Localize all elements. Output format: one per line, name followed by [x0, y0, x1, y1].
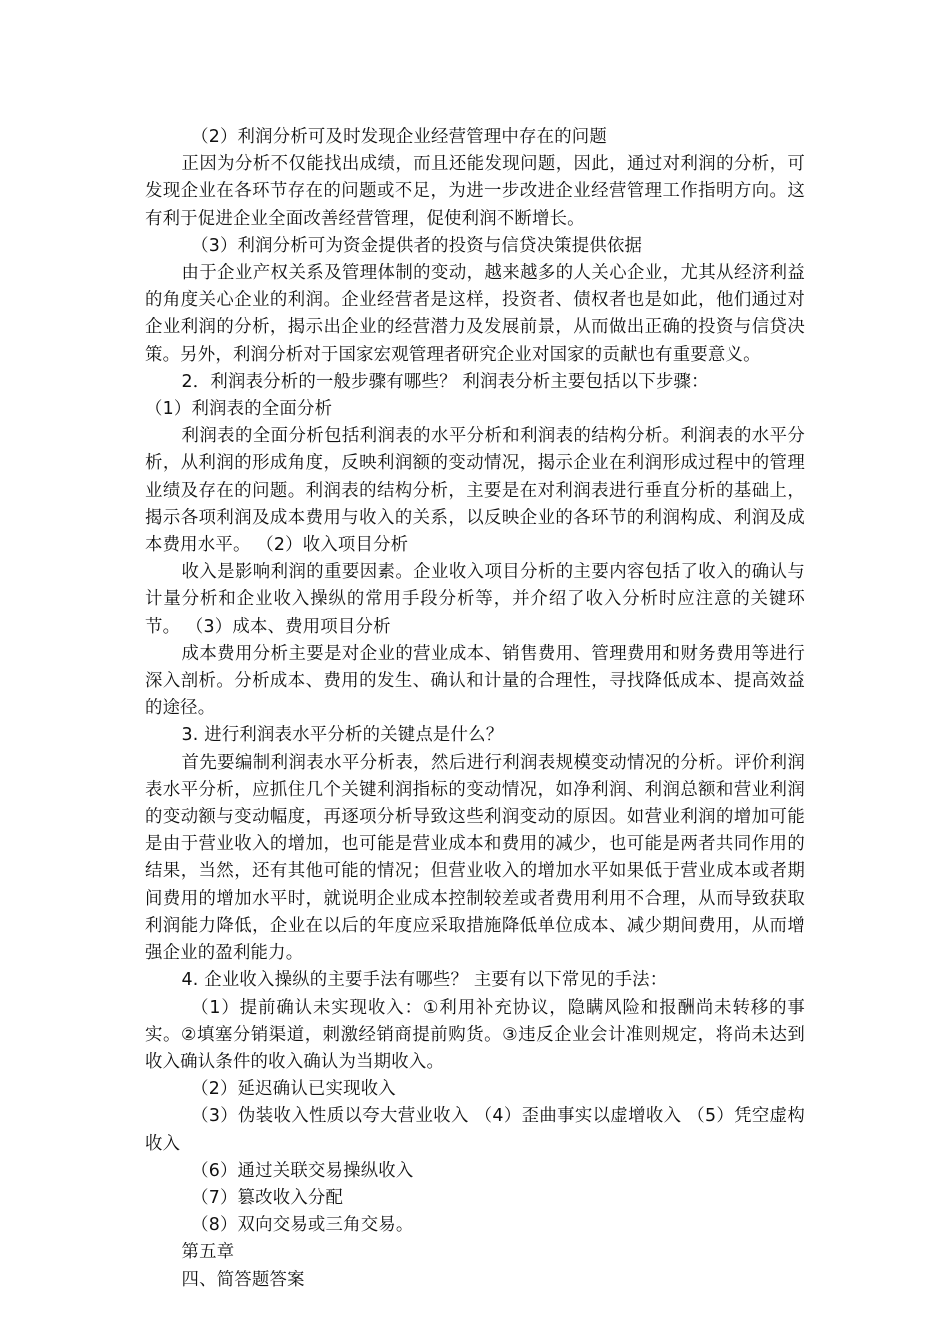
list-item: （7）篡改收入分配 — [191, 1187, 344, 1208]
list-item: （2）延迟确认已实现收入 — [191, 1079, 396, 1100]
section-heading: 四、简答题答案 — [181, 1269, 305, 1290]
question-4: 4. 企业收入操纵的主要手法有哪些？ 主要有以下常见的手法： — [181, 970, 668, 991]
list-item: （1）提前确认未实现收入：①利用补充协议，隐瞒风险和报酬尚未转移的事实。②填塞分销渠道，刺激经销商提前购货。③违反企业会计准则规定，将尚未达到收入确认条件的收入确认为当期收入。 — [145, 997, 805, 1072]
paragraph: 由于企业产权关系及管理体制的变动，越来越多的人关心企业，尤其从经济利益的角度关心企业的利润。企业经营者是这样，投资者、债权者也是如此，他们通过对企业利润的分析，揭示出企业的经营潜力及发展前景，从而做出正确的投资与信贷决策。另外，利润分析对于国家宏观管理者研究企业对国家的贡献也有重要意义。 — [145, 263, 805, 365]
subheading-profit-analysis-2: （2）利润分析可及时发现企业经营管理中存在的问题 — [191, 127, 607, 147]
question-2: 2．利润表分析的一般步骤有哪些？ 利润表分析主要包括以下步骤： — [181, 371, 709, 392]
paragraph: 首先要编制利润表水平分析表，然后进行利润表规模变动情况的分析。评价利润表水平分析，应抓住几个关键利润指标的变动情况，如净利润、利润总额和营业利润的变动额与变动幅度，再逐项分析导致这些利润变动的原因。如营业利润的增加可能是由于营业收入的增加，也可能是营业成本和费用的减少，也可能是两者共同作用的结果，当然，还有其他可能的情况；但营业收入的增加水平如果低于营业成本或者期间费用的增加水平时，就说明企业成本控制较差或者费用利用不合理，从而导致获取利润能力降低，企业在以后的年度应采取措施降低单位成本、减少期间费用，从而增强企业的盈利能力。 — [145, 752, 805, 964]
chapter-heading: 第五章 — [181, 1242, 235, 1263]
subheading-comprehensive-analysis: （1）利润表的全面分析 — [145, 399, 333, 420]
paragraph: 正因为分析不仅能找出成绩，而且还能发现问题，因此，通过对利润的分析，可发现企业在各环节存在的问题或不足，为进一步改进企业经营管理工作指明方向。这有利于促进企业全面改善经营管理，促使利润不断增长。 — [145, 154, 805, 229]
paragraph: 收入是影响利润的重要因素。企业收入项目分析的主要内容包括了收入的确认与计量分析和企业收入操纵的常用手段分析等，并介绍了收入分析时应注意的关键环节。 （3）成本、费用项目分析 — [145, 562, 805, 637]
list-item: （8）双向交易或三角交易。 — [191, 1215, 414, 1236]
list-item: （6）通过关联交易操纵收入 — [191, 1160, 414, 1181]
paragraph: 成本费用分析主要是对企业的营业成本、销售费用、管理费用和财务费用等进行深入剖析。分析成本、费用的发生、确认和计量的合理性，寻找降低成本、提高效益的途径。 — [145, 643, 805, 719]
document-body — [145, 124, 805, 1294]
paragraph: 利润表的全面分析包括利润表的水平分析和利润表的结构分析。利润表的水平分析，从利润的形成角度，反映利润额的变动情况，揭示企业在利润形成过程中的管理业绩及存在的问题。利润表的结构分析，主要是在对利润表进行垂直分析的基础上，揭示各项利润及成本费用与收入的关系，以反映企业的各环节的利润构成、利润及成本费用水平。 （2）收入项目分析 — [145, 426, 805, 556]
question-3: 3. 进行利润表水平分析的关键点是什么？ — [181, 725, 504, 746]
subheading-profit-analysis-3: （3）利润分析可为资金提供者的投资与信贷决策提供依据 — [191, 235, 643, 256]
list-item: （3）伪装收入性质以夸大营业收入 （4）歪曲事实以虚增收入 （5）凭空虚构收入 — [145, 1106, 805, 1154]
